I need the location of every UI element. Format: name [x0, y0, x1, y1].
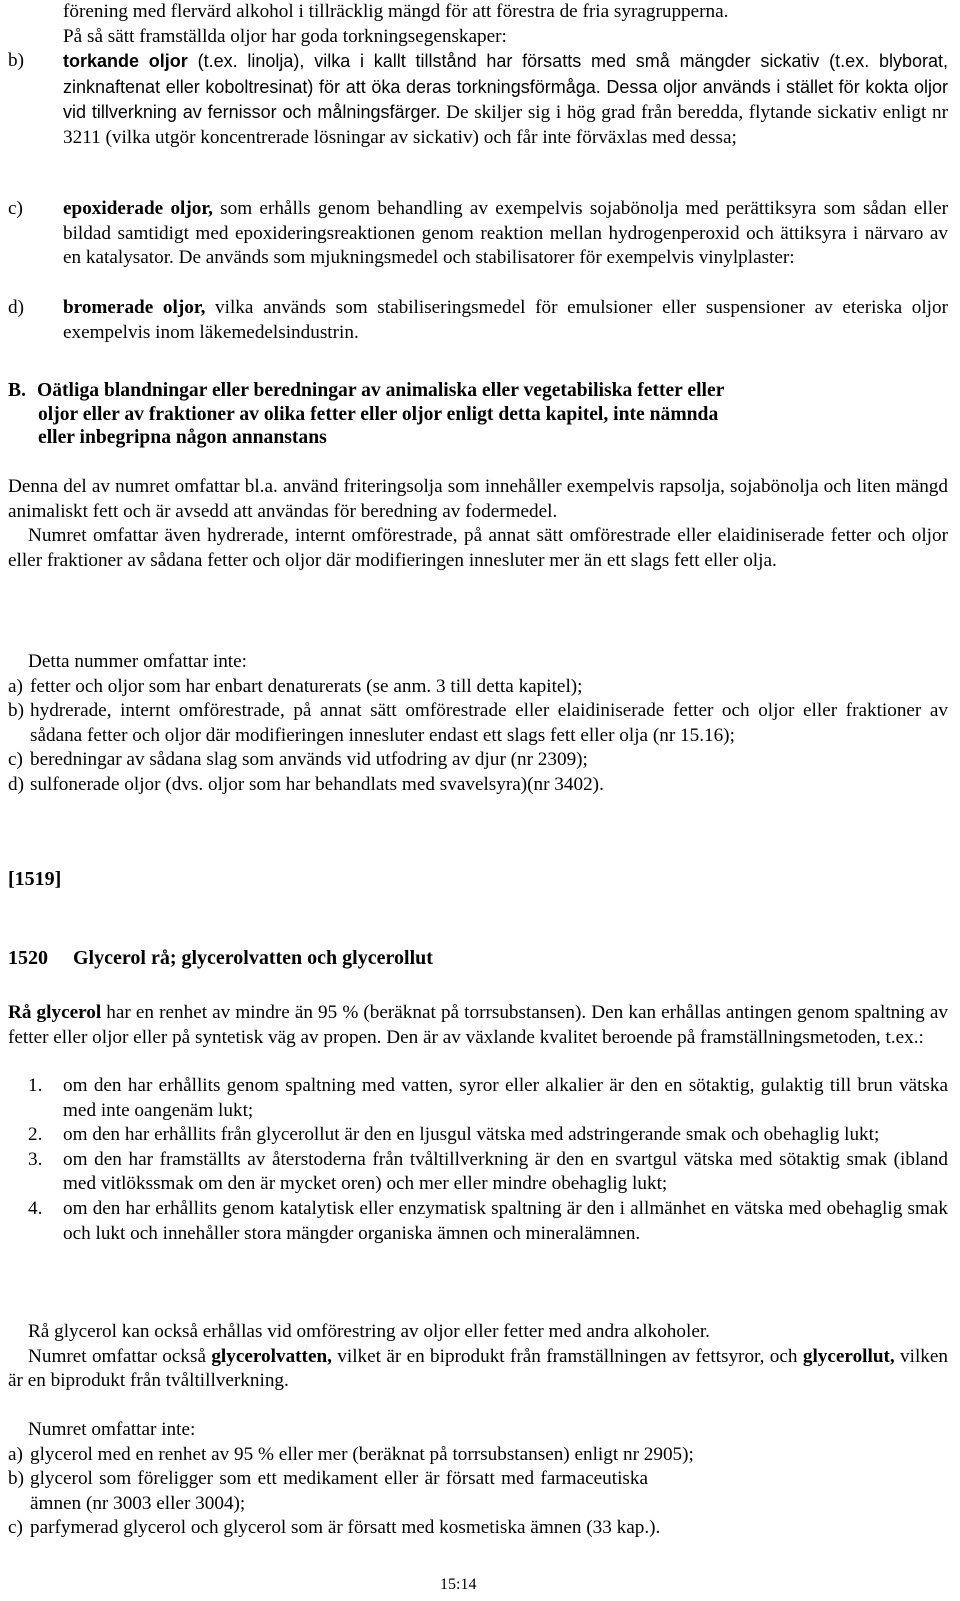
- glycerol-after-paragraphs: [8, 1320, 948, 1394]
- term-ra-glycerol: Rå glycerol: [8, 1002, 102, 1023]
- item-c-text-2: De används som mjukningsmedel och stabilisatorer för exempelvis vinylplaster:: [173, 247, 795, 269]
- numbered-list: [28, 1074, 948, 1246]
- intro-line-2: På så sätt framställda oljor har goda torkningsegenskaper:: [63, 25, 507, 47]
- intro-continuation: [63, 0, 948, 49]
- list-item: 4. om den har erhållits genom katalytisk eller enzymatisk spaltning är den i allmänhet en vätska med obehaglig smak och lukt och innehåller stora mängder organiska ämnen och mineralämnen.: [28, 1197, 948, 1244]
- list-item: c) beredningar av sådana slag som används vid utfodring av djur (nr 2309);: [8, 749, 588, 771]
- list-item: b) glycerol som föreligger som ett medikament eller är försatt med farmaceutiska ämnen (nr 3003 eller 3004);: [8, 1468, 648, 1514]
- item-marker: d): [8, 297, 24, 318]
- section-b-line-2: oljor eller av fraktioner av olika fetter eller oljor enligt detta kapitel, inte nämnda: [38, 403, 719, 425]
- list-item: a) glycerol med en renhet av 95 % eller mer (beräknat på torrsubstansen) enligt nr 2905);: [8, 1443, 694, 1465]
- section-b-body: [8, 475, 948, 573]
- heading-title: Glycerol rå; glycerolvatten och glycerollut: [73, 947, 433, 969]
- term-epoxiderade-oljor: epoxiderade oljor,: [63, 198, 213, 219]
- section-b-heading: [8, 379, 948, 450]
- item-b-torkande: [8, 49, 948, 150]
- section-b-paragraph-2: Numret omfattar även hydrerade, internt omförestrade, på annat sätt omförestrade eller elaidiniserade fetter och oljor eller fraktioner av sådana fetter och oljor där modifieringen innesluter mer än ett slags fett eller olja.: [8, 525, 948, 571]
- list-item: d) sulfonerade oljor (dvs. oljor som har behandlats med svavelsyra)(nr 3402).: [8, 773, 604, 795]
- after-paragraph-2: Numret omfattar också glycerolvatten, vilket är en biprodukt från framställningen av fettsyror, och glycerollut, vilken är en biprodukt från tvåltillverkning.: [8, 1345, 948, 1392]
- list-item: 1. om den har erhållits genom spaltning med vatten, syror eller alkalier är den en sötaktig, gulaktig till brun vätska med inte oangenäm lukt;: [28, 1075, 948, 1121]
- item-d-bromerade: [8, 296, 948, 345]
- section-b-line-1: Oätliga blandningar eller beredningar av animaliska eller vegetabiliska fetter eller: [37, 380, 725, 401]
- exclusions-intro-2: Numret omfattar inte:: [28, 1419, 196, 1440]
- list-item: b) hydrerade, internt omförestrade, på annat sätt omförestrade eller elaidiniserade fetter och oljor eller fraktioner av sådana fetter och oljor där modifieringen innesluter endast ett slags fett eller olja (nr 15.16);: [8, 700, 948, 746]
- intro-line-1: förening med flervärd alkohol i tillräcklig mängd för att förestra de fria syragrupperna.: [63, 1, 729, 22]
- heading-1520: [8, 946, 433, 971]
- exclusions-list-2: [8, 1418, 948, 1541]
- heading-number: 1520: [8, 947, 48, 969]
- list-item: a) fetter och oljor som har enbart denaturerats (se anm. 3 till detta kapitel);: [8, 675, 583, 697]
- item-d-text: vilka används som stabiliseringsmedel för emulsioner eller suspensioner av eteriska oljor exempelvis inom läkemedelsindustrin.: [63, 297, 948, 343]
- section-marker: B.: [8, 380, 26, 401]
- after-paragraph-1: Rå glycerol kan också erhållas vid omförestring av oljor eller fetter med andra alkoholer.: [28, 1321, 710, 1342]
- list-item: c) parfymerad glycerol och glycerol som är försatt med kosmetiska ämnen (33 kap.).: [8, 1517, 661, 1539]
- item-c-text: som erhålls genom behandling av exempelvis sojabönolja med perättiksyra som sådan eller bildad samtidigt med epoxideringsreaktionen genom reaktion mellan hydrogenperoxid och ättiksyra i närvaro av en katalysator.: [63, 198, 948, 269]
- page-number: 15:14: [440, 1576, 477, 1593]
- term-torkande-oljor: torkande oljor: [63, 51, 188, 71]
- raw-glycerol-paragraph: [8, 1001, 948, 1050]
- term-glycerollut: glycerollut,: [802, 1345, 895, 1367]
- item-b-text: (t.ex. linolja), vilka i kallt tillstånd har försatts med små mängder sickativ (t.ex. blyborat, zinknaftenat eller koboltresinat) för att öka deras torkningsförmåga. Dessa oljor används i stället för kokta oljor vid tillverkning av fernissor och målningsfärger.: [63, 51, 949, 123]
- item-c-epoxiderade: [8, 197, 948, 271]
- section-b-paragraph-1: Denna del av numret omfattar bl.a. använd friteringsolja som innehåller exempelvis rapsolja, sojabönolja och liten mängd animaliskt fett och är avsedd att användas för beredning av fodermedel.: [8, 476, 948, 522]
- section-b-line-3: eller inbegripna någon annanstans: [38, 427, 327, 449]
- list-item: 2. om den har erhållits från glycerollut är den en ljusgul vätska med adstringerande smak och obehaglig lukt;: [28, 1124, 880, 1146]
- list-item: 3. om den har framställts av återstoderna från tvåltillverkning är den en svartgul vätska med sötaktig smak (ibland med vitlökssmak om den är mycket oren) och mer eller mindre obehaglig lukt;: [28, 1148, 948, 1195]
- item-b-text-2: De skiljer sig i hög grad från beredda, flytande sickativ enligt nr 3211 (vilka utgör koncentrerade lösningar av sickativ) och får inte förväxlas med dessa;: [63, 102, 949, 148]
- exclusions-intro-1: Detta nummer omfattar inte:: [28, 651, 247, 672]
- term-bromerade-oljor: bromerade oljor,: [63, 297, 206, 318]
- item-marker: c): [8, 198, 23, 219]
- item-marker: b): [8, 50, 24, 71]
- heading-ref-1519: [1519]: [8, 868, 62, 890]
- exclusions-list-1: [8, 650, 948, 798]
- term-glycerolvatten: glycerolvatten,: [211, 1345, 332, 1367]
- raw-glycerol-text: har en renhet av mindre än 95 % (beräknat på torrsubstansen). Den kan erhållas antingen genom spaltning av fetter eller oljor eller på syntetisk väg av propen. Den är av växlande kvalitet beroende på framställningsmetoden, t.ex.:: [8, 1002, 948, 1048]
